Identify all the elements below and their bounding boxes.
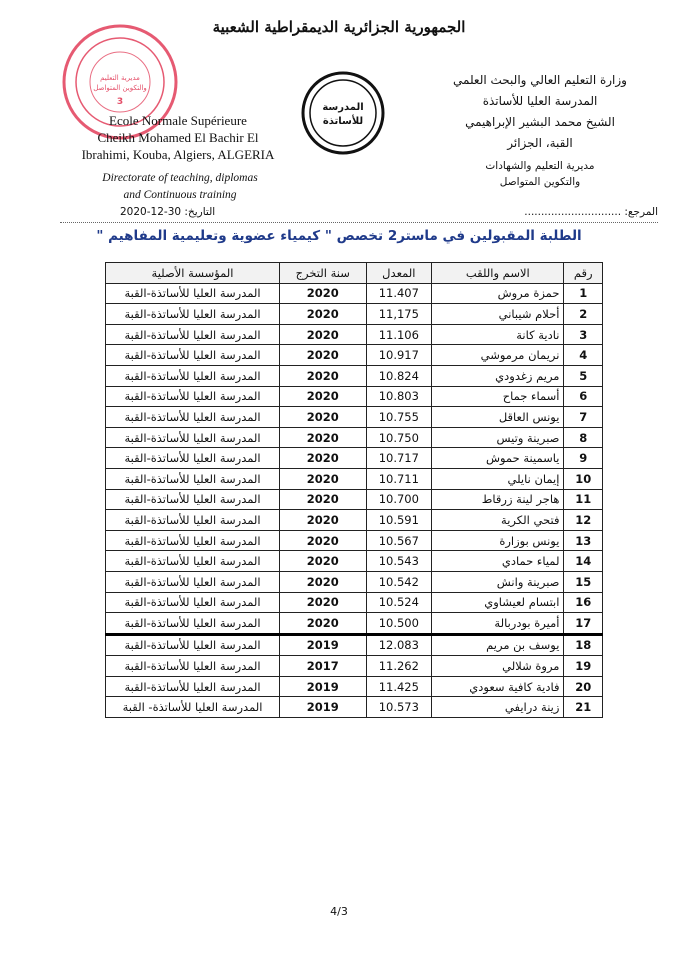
graduation-year: 2020 bbox=[280, 427, 366, 448]
average: 10.591 bbox=[366, 510, 432, 531]
average: 11.262 bbox=[366, 656, 432, 677]
graduation-year: 2020 bbox=[280, 551, 366, 572]
average: 10.524 bbox=[366, 592, 432, 613]
arabic-line: القبة، الجزائر bbox=[507, 136, 573, 150]
svg-text:3: 3 bbox=[116, 97, 124, 107]
average: 10.567 bbox=[366, 530, 432, 551]
average: 12.083 bbox=[366, 634, 432, 656]
school-name-french bbox=[68, 112, 288, 163]
institution: المدرسة العليا للأساتذة-القبة bbox=[106, 386, 280, 407]
graduation-year: 2020 bbox=[280, 448, 366, 469]
student-name: أسماء جماح bbox=[432, 386, 564, 407]
average: 10.573 bbox=[366, 697, 432, 718]
student-name: يوسف بن مريم bbox=[432, 634, 564, 656]
table-row bbox=[106, 365, 603, 386]
date-label: التاريخ: 30-12-2020 bbox=[120, 206, 216, 218]
row-number: 16 bbox=[564, 592, 603, 613]
graduation-year: 2020 bbox=[280, 324, 366, 345]
row-number: 9 bbox=[564, 448, 603, 469]
graduation-year: 2020 bbox=[280, 386, 366, 407]
header-num: رقم bbox=[564, 263, 603, 284]
institution: المدرسة العليا للأساتذة-القبة bbox=[106, 345, 280, 366]
svg-text:للأساتذة: للأساتذة bbox=[322, 116, 364, 127]
table-row bbox=[106, 510, 603, 531]
graduation-year: 2017 bbox=[280, 656, 366, 677]
graduation-year: 2020 bbox=[280, 510, 366, 531]
ministry-arabic-block bbox=[424, 70, 656, 190]
directorate-line: Directorate of teaching, diplomas bbox=[102, 172, 258, 184]
average: 10.717 bbox=[366, 448, 432, 469]
average: 10.917 bbox=[366, 345, 432, 366]
row-number: 11 bbox=[564, 489, 603, 510]
student-name: نريمان مرموشي bbox=[432, 345, 564, 366]
average: 10.543 bbox=[366, 551, 432, 572]
table-row bbox=[106, 407, 603, 428]
row-number: 2 bbox=[564, 304, 603, 325]
institution: المدرسة العليا للأساتذة-القبة bbox=[106, 324, 280, 345]
institution: المدرسة العليا للأساتذة-القبة bbox=[106, 468, 280, 489]
average: 10.750 bbox=[366, 427, 432, 448]
svg-text:والتكوين المتواصل: والتكوين المتواصل bbox=[93, 84, 147, 92]
institution: المدرسة العليا للأساتذة-القبة bbox=[106, 283, 280, 304]
institution: المدرسة العليا للأساتذة-القبة bbox=[106, 365, 280, 386]
row-number: 8 bbox=[564, 427, 603, 448]
table-row bbox=[106, 304, 603, 325]
reference-date-line bbox=[60, 206, 658, 222]
institution: المدرسة العليا للأساتذة-القبة bbox=[106, 613, 280, 635]
average: 10.700 bbox=[366, 489, 432, 510]
graduation-year: 2020 bbox=[280, 345, 366, 366]
average: 10.803 bbox=[366, 386, 432, 407]
student-name: أحلام شيباني bbox=[432, 304, 564, 325]
table-row bbox=[106, 656, 603, 677]
table-row bbox=[106, 324, 603, 345]
row-number: 5 bbox=[564, 365, 603, 386]
table-row bbox=[106, 551, 603, 572]
table-row bbox=[106, 283, 603, 304]
institution: المدرسة العليا للأساتذة-القبة bbox=[106, 551, 280, 572]
student-name: حمزة مروش bbox=[432, 283, 564, 304]
graduation-year: 2019 bbox=[280, 634, 366, 656]
french-line: Ecole Normale Supérieure bbox=[109, 113, 247, 128]
graduation-year: 2020 bbox=[280, 592, 366, 613]
header-avg: المعدل bbox=[366, 263, 432, 284]
student-name: ابتسام لعيشاوي bbox=[432, 592, 564, 613]
table-row bbox=[106, 386, 603, 407]
header-institution: المؤسسة الأصلية bbox=[106, 263, 280, 284]
row-number: 10 bbox=[564, 468, 603, 489]
graduation-year: 2019 bbox=[280, 676, 366, 697]
graduation-year: 2020 bbox=[280, 571, 366, 592]
row-number: 1 bbox=[564, 283, 603, 304]
student-name: ياسمينة حموش bbox=[432, 448, 564, 469]
institution: المدرسة العليا للأساتذة- القبة bbox=[106, 697, 280, 718]
table-row bbox=[106, 489, 603, 510]
table-row bbox=[106, 530, 603, 551]
graduation-year: 2020 bbox=[280, 468, 366, 489]
average: 11,175 bbox=[366, 304, 432, 325]
average: 11.106 bbox=[366, 324, 432, 345]
row-number: 14 bbox=[564, 551, 603, 572]
graduation-year: 2020 bbox=[280, 530, 366, 551]
student-name: إيمان نايلي bbox=[432, 468, 564, 489]
svg-text:مديرية التعليم: مديرية التعليم bbox=[100, 74, 140, 82]
institution: المدرسة العليا للأساتذة-القبة bbox=[106, 407, 280, 428]
header-name: الاسم واللقب bbox=[432, 263, 564, 284]
student-name: يونس بوزارة bbox=[432, 530, 564, 551]
graduation-year: 2020 bbox=[280, 283, 366, 304]
student-name: مريم زغدودي bbox=[432, 365, 564, 386]
student-name: فتحي الكرية bbox=[432, 510, 564, 531]
french-line: Cheikh Mohamed El Bachir El bbox=[97, 130, 259, 145]
institution: المدرسة العليا للأساتذة-القبة bbox=[106, 304, 280, 325]
graduation-year: 2020 bbox=[280, 365, 366, 386]
student-name: صبرينة وتيس bbox=[432, 427, 564, 448]
student-name: أميرة بودربالة bbox=[432, 613, 564, 635]
average: 11.407 bbox=[366, 283, 432, 304]
graduation-year: 2020 bbox=[280, 489, 366, 510]
average: 10.500 bbox=[366, 613, 432, 635]
table-row bbox=[106, 345, 603, 366]
average: 10.542 bbox=[366, 571, 432, 592]
directorate-english bbox=[60, 170, 300, 204]
arabic-line: وزارة التعليم العالي والبحث العلمي bbox=[453, 73, 627, 87]
row-number: 13 bbox=[564, 530, 603, 551]
row-number: 20 bbox=[564, 676, 603, 697]
student-name: مروة شلالي bbox=[432, 656, 564, 677]
institution: المدرسة العليا للأساتذة-القبة bbox=[106, 489, 280, 510]
graduation-year: 2020 bbox=[280, 613, 366, 635]
row-number: 21 bbox=[564, 697, 603, 718]
row-number: 4 bbox=[564, 345, 603, 366]
student-name: لمياء حمادي bbox=[432, 551, 564, 572]
average: 10.711 bbox=[366, 468, 432, 489]
table-row bbox=[106, 571, 603, 592]
average: 11.425 bbox=[366, 676, 432, 697]
student-name: يونس العاقل bbox=[432, 407, 564, 428]
row-number: 7 bbox=[564, 407, 603, 428]
table-row bbox=[106, 697, 603, 718]
table-row bbox=[106, 468, 603, 489]
republic-header: الجمهورية الجزائرية الديمقراطية الشعبية bbox=[212, 18, 466, 36]
table-row bbox=[106, 676, 603, 697]
graduation-year: 2020 bbox=[280, 304, 366, 325]
page-number: 4/3 bbox=[330, 905, 348, 918]
row-number: 12 bbox=[564, 510, 603, 531]
arabic-line: مديرية التعليم والشهادات bbox=[485, 160, 595, 172]
institution: المدرسة العليا للأساتذة-القبة bbox=[106, 448, 280, 469]
student-name: نادية كانة bbox=[432, 324, 564, 345]
institution: المدرسة العليا للأساتذة-القبة bbox=[106, 530, 280, 551]
institution: المدرسة العليا للأساتذة-القبة bbox=[106, 427, 280, 448]
arabic-line: المدرسة العليا للأساتذة bbox=[482, 94, 598, 108]
row-number: 18 bbox=[564, 634, 603, 656]
institution: المدرسة العليا للأساتذة-القبة bbox=[106, 676, 280, 697]
arabic-line: والتكوين المتواصل bbox=[499, 176, 581, 188]
student-name: زينة درايفي bbox=[432, 697, 564, 718]
student-name: هاجر لينة زرقاط bbox=[432, 489, 564, 510]
svg-text:المدرسة: المدرسة bbox=[322, 102, 364, 113]
table-row bbox=[106, 427, 603, 448]
student-name: صبرينة وانش bbox=[432, 571, 564, 592]
divider bbox=[60, 222, 658, 223]
institution: المدرسة العليا للأساتذة-القبة bbox=[106, 592, 280, 613]
row-number: 6 bbox=[564, 386, 603, 407]
table-row bbox=[106, 448, 603, 469]
graduation-year: 2019 bbox=[280, 697, 366, 718]
arabic-line: الشيخ محمد البشير الإبراهيمي bbox=[465, 115, 615, 129]
institution: المدرسة العليا للأساتذة-القبة bbox=[106, 656, 280, 677]
students-table bbox=[105, 262, 603, 718]
institution: المدرسة العليا للأساتذة-القبة bbox=[106, 571, 280, 592]
table-header-row bbox=[106, 263, 603, 284]
list-title: الطلبة المقبولين في ماستر2 تخصص " كيمياء عضوية وتعليمية المفاهيم " bbox=[96, 228, 582, 244]
institution: المدرسة العليا للأساتذة-القبة bbox=[106, 634, 280, 656]
average: 10.824 bbox=[366, 365, 432, 386]
directorate-line: and Continuous training bbox=[123, 189, 237, 201]
graduation-year: 2020 bbox=[280, 407, 366, 428]
table-row bbox=[106, 634, 603, 656]
table-row bbox=[106, 592, 603, 613]
average: 10.755 bbox=[366, 407, 432, 428]
reference-label: المرجع: ............................. bbox=[524, 206, 658, 218]
school-logo bbox=[300, 70, 386, 156]
row-number: 15 bbox=[564, 571, 603, 592]
students-table-container bbox=[105, 262, 603, 718]
table-row bbox=[106, 613, 603, 635]
row-number: 3 bbox=[564, 324, 603, 345]
row-number: 17 bbox=[564, 613, 603, 635]
institution: المدرسة العليا للأساتذة-القبة bbox=[106, 510, 280, 531]
student-name: فادية كافية سعودي bbox=[432, 676, 564, 697]
header-year: سنة التخرج bbox=[280, 263, 366, 284]
french-line: Ibrahimi, Kouba, Algiers, ALGERIA bbox=[81, 147, 275, 162]
row-number: 19 bbox=[564, 656, 603, 677]
